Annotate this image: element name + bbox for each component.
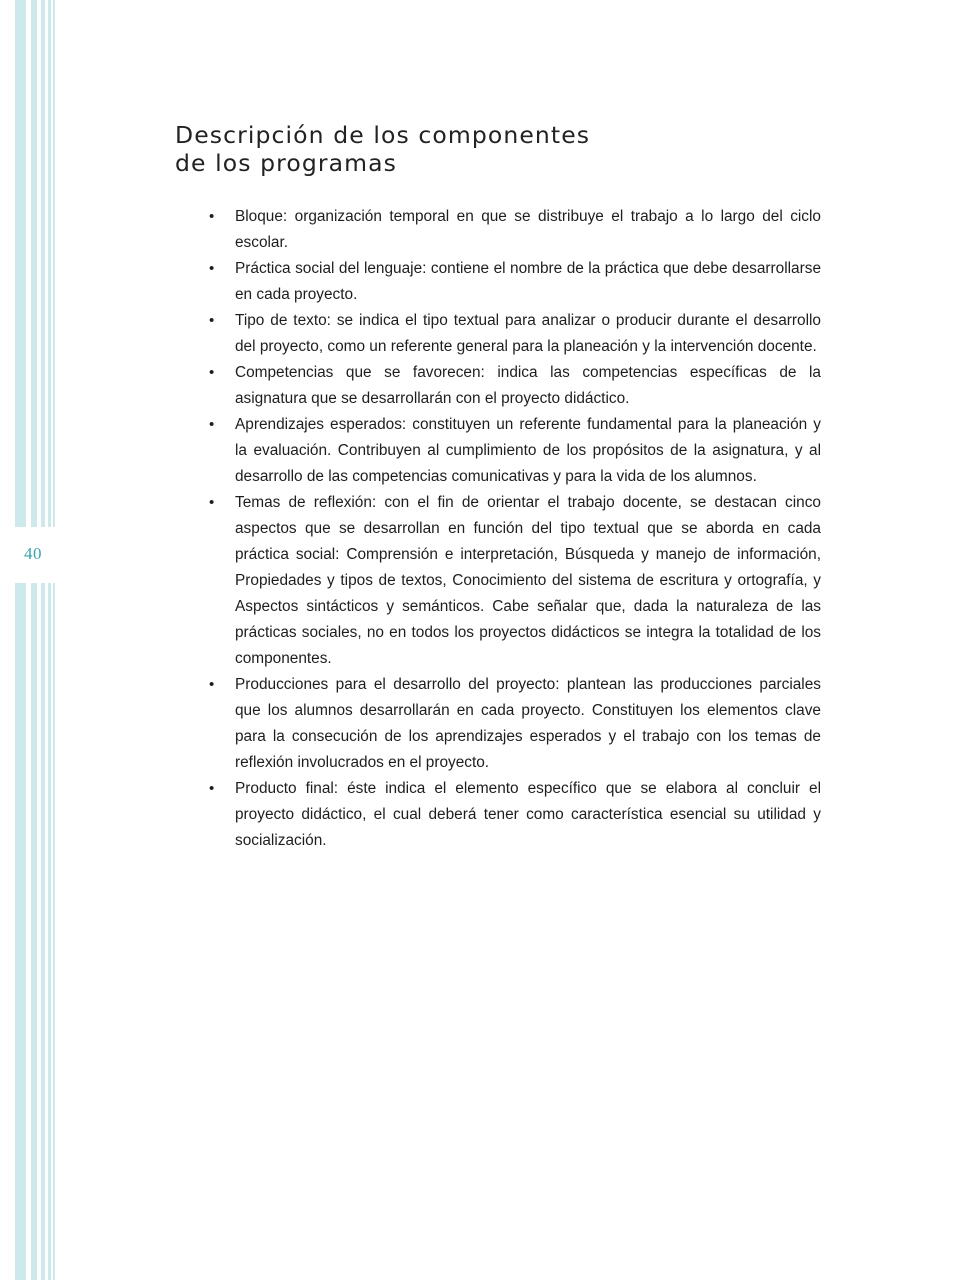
list-item-text: Producciones para el desarrollo del proyecto: plantean las producciones parciales que los alumnos desarrollarán en cada proyecto. Constituyen los elementos clave para la consecución de los aprendizajes esperados y el trabajo con los temas de reflexión involucrados en el proyecto. [235,676,821,771]
list-item-text: Tipo de texto: se indica el tipo textual para analizar o producir durante el desarrollo del proyecto, como un referente general para la planeación y la intervención docente. [235,312,821,355]
page-number: 40 [24,544,42,563]
margin-stripe [53,0,55,1280]
bullet: • [209,780,215,797]
margin-stripe [15,0,26,1280]
list-item-text: Competencias que se favorecen: indica las competencias específicas de la asignatura que se desarrollarán con el proyecto didáctico. [235,364,821,407]
list-item-text: Producto final: éste indica el elemento específico que se elabora al concluir el proyecto didáctico, el cual deberá tener como característica esencial su utilidad y socialización. [235,780,821,849]
bullet: • [209,312,215,329]
section-title-line-2: de los programas [175,149,398,177]
margin-stripe [48,0,51,1280]
bullet: • [209,208,215,225]
list-item [209,360,821,412]
bullet: • [209,364,215,381]
section-title [175,121,590,177]
list-item-text: Bloque: organización temporal en que se distribuye el trabajo a lo largo del ciclo escolar. [235,208,821,251]
list-item [209,672,821,776]
list-item [209,776,821,854]
bullet: • [209,676,215,693]
components-list [209,204,821,854]
bullet: • [209,260,215,277]
list-item-text: Práctica social del lenguaje: contiene el nombre de la práctica que debe desarrollarse en cada proyecto. [235,260,821,303]
list-item [209,204,821,256]
margin-stripe [31,0,37,1280]
bullet: • [209,494,215,511]
list-item-text: Aprendizajes esperados: constituyen un referente fundamental para la planeación y la evaluación. Contribuyen al cumplimiento de los propósitos de la asignatura, y al desarrollo de las competencias comunicativas y para la vida de los alumnos. [235,416,821,485]
list-item-text: Temas de reflexión: con el fin de orientar el trabajo docente, se destacan cinco aspectos que se desarrollan en función del tipo textual que se aborda en cada práctica social: Comprensión e interpretación, Búsqueda y manejo de información, Propiedades y tipos de textos, Conocimiento del sistema de escritura y ortografía, y Aspectos sintácticos y semánticos. Cabe señalar que, dada la naturaleza de las prácticas sociales, no en todos los proyectos didácticos se integra la totalidad de los componentes. [235,494,821,667]
bullet: • [209,416,215,433]
list-item [209,308,821,360]
list-item [209,412,821,490]
section-title-line-1: Descripción de los componentes [175,121,591,149]
list-item [209,490,821,672]
list-item [209,256,821,308]
margin-stripe [41,0,45,1280]
